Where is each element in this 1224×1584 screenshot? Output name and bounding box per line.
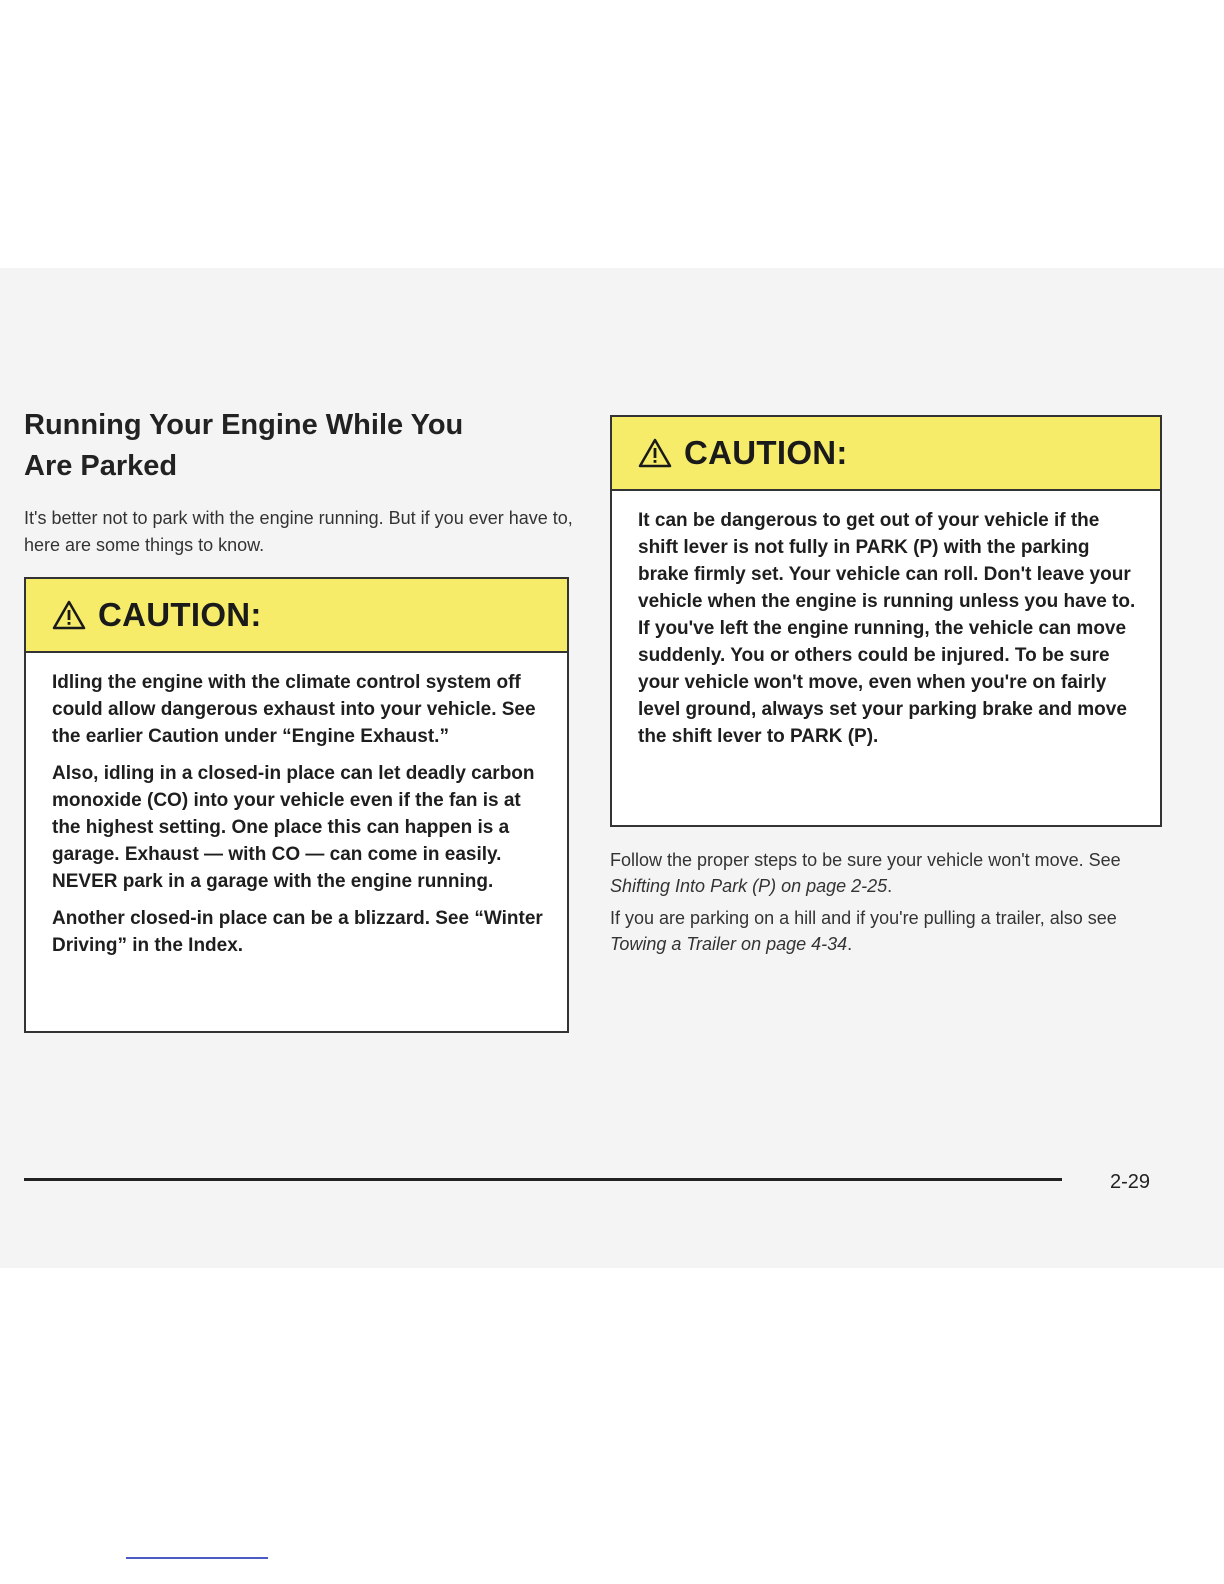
intro-paragraph: It's better not to park with the engine running. But if you ever have to, here are some things to know. <box>24 508 573 555</box>
caution-paragraph: Also, idling in a closed-in place can let deadly carbon monoxide (CO) into your vehicle even if the fan is at the highest setting. One place this can happen is a garage. Exhaust — with CO — can come in easily. NEVER park in a garage with the engine running. <box>52 763 535 892</box>
bottom-divider <box>126 1557 268 1559</box>
caution-body <box>612 491 1160 750</box>
section-title-line1: Running Your Engine While You <box>24 409 464 441</box>
page-number: 2-29 <box>1110 1171 1151 1193</box>
follow-end: . <box>887 876 893 896</box>
right-column-text <box>610 847 1170 963</box>
hill-reference-link[interactable]: Towing a Trailer on page 4-34 <box>610 934 848 954</box>
caution-paragraph: It can be dangerous to get out of your vehicle if the shift lever is not fully in PARK (P) with the parking brake firmly set. Your vehicle can roll. Don't leave your vehicle when the engine is running unless you have to. If you've left the engine running, the vehicle can move suddenly. You or others could be injured. To be sure your vehicle won't move, even when you're on fairly level ground, always set your parking brake and move the shift lever to PARK (P). <box>638 510 1136 747</box>
caution-box-idling <box>24 577 569 1033</box>
caution-box-shift-lever <box>610 415 1162 827</box>
follow-reference-link[interactable]: Shifting Into Park (P) on page 2-25 <box>610 876 888 896</box>
hill-end: . <box>847 934 853 954</box>
warning-triangle-icon <box>638 438 672 468</box>
caution-paragraph: Idling the engine with the climate control system off could allow dangerous exhaust into your vehicle. See the earlier Caution under “Engine Exhaust.” <box>52 672 536 747</box>
caution-header <box>26 579 567 653</box>
caution-paragraph: Another closed-in place can be a blizzard. See “Winter Driving” in the Index. <box>52 908 543 956</box>
caution-title: CAUTION: <box>98 596 262 633</box>
hill-text: If you are parking on a hill and if you're pulling a trailer, also see <box>610 908 1117 928</box>
hill-paragraph <box>610 905 1170 957</box>
section-title-line2: Are Parked <box>24 450 178 482</box>
section-title <box>24 405 584 487</box>
caution-body <box>26 653 567 959</box>
follow-paragraph <box>610 847 1170 899</box>
caution-title: CAUTION: <box>684 434 848 471</box>
footer-rule <box>24 1178 1062 1181</box>
caution-header <box>612 417 1160 491</box>
follow-text: Follow the proper steps to be sure your vehicle won't move. See <box>610 850 1121 870</box>
warning-triangle-icon <box>52 600 86 630</box>
